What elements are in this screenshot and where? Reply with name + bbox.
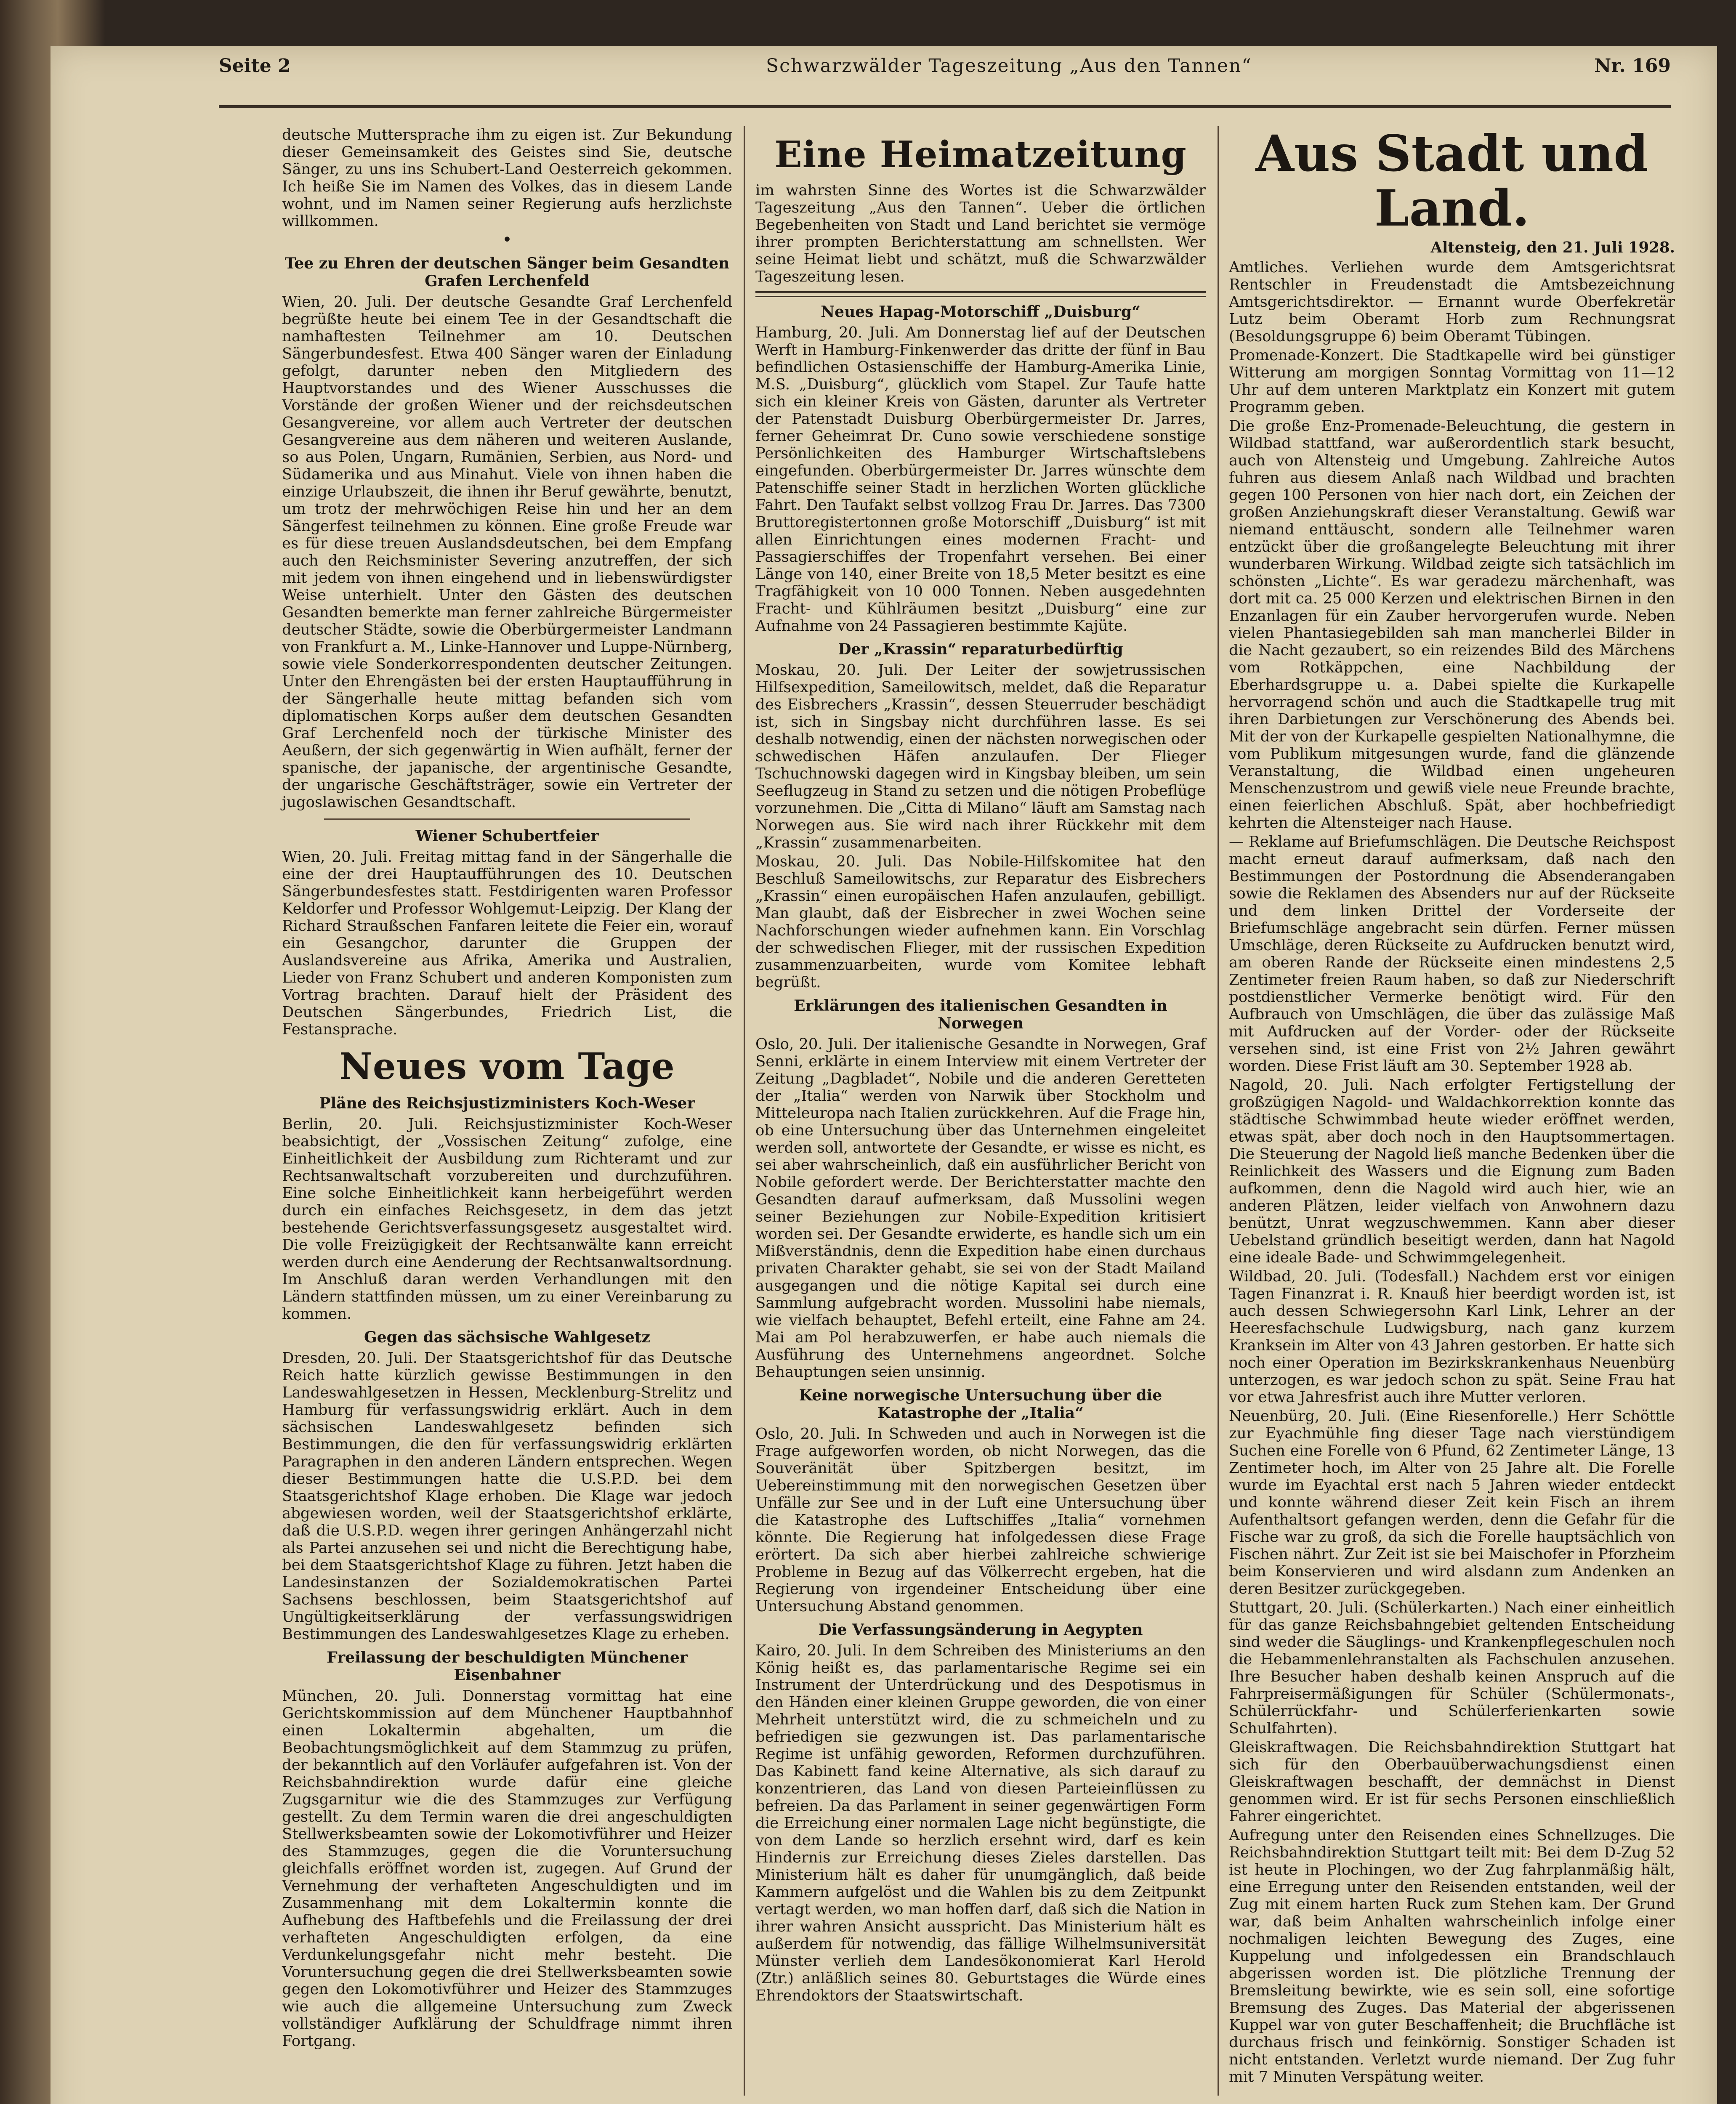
issue-number: Nr. 169 — [1594, 55, 1671, 77]
article-text: Die große Enz-Promenade-Beleuchtung, die gestern in Wildbad stattfand, war außerordentlich stark besucht, auch von Altensteig und Umgebung. Zahlreiche Autos fuhren aus diesem Anlaß nach Wildbad und brachten gegen 100 Personen von hier nach dort, ein Zeichen der großen Anziehungskraft dieser Veranstaltung. Gewiß war niemand enttäuscht, sondern alle Teilnehmer waren entzückt über die großangelegte Beleuchtung mit ihrer wunderbaren Wirkung. Wildbad zeigte sich tatsächlich im schönsten „Lichte“. Es war geradezu märchenhaft, was dort mit ca. 25 000 Kerzen und elektrischen Birnen in den Enzanlagen für ein Zauber hervorgerufen wurde. Neben vielen Phantasiegebilden sah man mancherlei Bilder in die Nacht gezaubert, so ein reizendes Bild des Märchens vom Rotkäppchen, eine Nachbildung der Eberhardsgruppe u. a. Dabei spielte die Kurkapelle hervorragend schön und auch die Stadtkapelle trug mit ihren Darbietungen zur Verschönerung des Abends bei. Mit der von der Kurkapelle gespielten Nationalhymne, die vom Publikum mitgesungen wurde, fand die glänzende Veranstaltung, die Wildbad einen ungeheuren Menschenzustrom und gewiß viele neue Freunde brachte, einen feierlichen Abschluß. Spät, aber hochbefriedigt kehrten die Altensteiger nach Hause. — [1229, 417, 1675, 832]
article-headline: Neues Hapag-Motorschiff „Duisburg“ — [821, 303, 1140, 321]
article-text: Wien, 20. Juli. Der deutsche Gesandte Graf Lerchenfeld begrüßte heute bei einem Tee in der Gesandtschaft die namhaftesten Teilnehmer am 10. Deutschen Sängerbundesfest. Etwa 400 Sänger waren der Einladung gefolgt, darunter neben den Mitgliedern des Hauptvorstandes und des Wiener Ausschusses die Vorstände der großen Wiener und der reichsdeutschen Gesangvereine, vor allem auch Vertreter der deutschen Gesangvereine aus dem näheren und weiteren Auslande, so aus Polen, Ungarn, Rumänien, Serbien, aus Nord- und Südamerika und aus Minahut. Viele von ihnen haben die einzige Urlaubszeit, die ihnen ihr Beruf gewährte, benutzt, um trotz der mehrwöchigen Reise hin und her an dem Sängerfest teilnehmen zu können. Eine große Freude war es für diese treuen Auslandsdeutschen, bei dem Empfang auch den Reichsminister Severing anzutreffen, der sich mit jedem von ihnen eingehend und in liebenswürdigster Weise unterhielt. Unter den Gästen des deutschen Gesandten bemerkte man ferner zahlreiche Bürgermeister deutscher Städte, sowie die Oberbürgermeister Landmann von Frankfurt a. M., Linke-Hannover und Luppe-Nürnberg, sowie viele Sonderkorrespondenten deutscher Zeitungen. Unter den Ehrengästen bei der ersten Hauptaufführung in der Sängerhalle heute mittag befanden sich vom diplomatischen Korps außer dem deutschen Gesandten Graf Lerchenfeld noch der türkische Minister des Aeußern, der sich gegenwärtig in Wien aufhält, ferner der spanische, der japanische, der argentinische Gesandte, der ungarische Geschäftsträger, sowie ein Vertreter der jugoslawischen Gesandtschaft. — [282, 293, 732, 811]
column-3 — [1229, 126, 1675, 2087]
article-text: Gleiskraftwagen. Die Reichsbahndirektion Stuttgart hat sich für den Oberbauüberwachungsdienst einen Gleiskraftwagen beschafft, der demnächst in Dienst genommen wird. Er ist für sechs Personen einschließlich Fahrer eingerichtet. — [1229, 1739, 1675, 1825]
article-text: Wildbad, 20. Juli. (Todesfall.) Nachdem erst vor einigen Tagen Finanzrat i. R. Knauß hier beerdigt worden ist, ist auch dessen Schwiegersohn Karl Link, Lehrer an der Heeresfachschule Ludwigsburg, nach ganz kurzem Kranksein im Alter von 43 Jahren gestorben. Er hatte sich noch einer Operation im Bezirkskrankenhaus Neuenbürg unterzogen, es war jedoch schon zu spät. Seine Frau hat vor etwa Jahresfrist auch ihre Mutter verloren. — [1229, 1268, 1675, 1406]
article-text: Promenade-Konzert. Die Stadtkapelle wird bei günstiger Witterung am morgigen Sonntag Vormittag von 11—12 Uhr auf dem unteren Marktplatz ein Konzert mit gutem Programm geben. — [1229, 347, 1675, 416]
divider — [324, 818, 690, 820]
article-text: Moskau, 20. Juli. Der Leiter der sowjetrussischen Hilfsexpedition, Sameilowitsch, meldet, daß die Reparatur des Eisbrechers „Krassin“, dessen Steuerruder beschädigt ist, sich in Singsbay nicht durchführen lasse. Es sei deshalb notwendig, einen der nächsten norwegischen oder schwedischen Häfen anzulaufen. Der Flieger Tschuchnowski dagegen wird in Kingsbay bleiben, um sein Seeflugzeug in Stand zu setzen und die nötigen Probeflüge vorzunehmen. Die „Citta di Milano“ läuft am Samstag nach Norwegen aus. Sie wird nach ihrer Rückkehr mit dem „Krassin“ zusammenarbeiten. — [755, 661, 1206, 851]
article-headline: Freilassung der beschuldigten Münchener Eisenbahner — [327, 1649, 688, 1684]
article-text: Berlin, 20. Juli. Reichsjustizminister Koch-Weser beabsichtigt, der „Vossischen Zeitung“ zufolge, eine Einheitlichkeit der Ausbildung zum Richteramt und zur Rechtsanwaltschaft vorzubereiten und durchzuführen. Eine solche Einheitlichkeit kann herbeigeführt werden durch ein einfaches Reichsgesetz, in dem das jetzt bestehende Gerichtsverfassungsgesetz ausgestaltet wird. Die volle Freizügigkeit der Rechtsanwälte kann erreicht werden durch eine Aenderung der Rechtsanwaltsordnung. Im Anschluß daran werden Verhandlungen mit den Ländern stattfinden müssen, um zu einer Vereinbarung zu kommen. — [282, 1116, 732, 1323]
article-text: Wien, 20. Juli. Freitag mittag fand in der Sängerhalle die eine der drei Hauptaufführungen des 10. Deutschen Sängerbundesfestes statt. Festdirigenten waren Professor Keldorfer und Professor Wohlgemut-Leipzig. Der Klang der Richard Straußschen Fanfaren leitete die Feier ein, worauf ein Gesangchor, darunter die Gruppen der Auslandsvereine aus Afrika, Amerika und Australien, Lieder von Franz Schubert und anderen Komponisten zum Vortrag brachten. Darauf hielt der Präsident des Deutschen Sängerbundes, Friedrich List, die Festansprache. — [282, 848, 732, 1038]
promo-text: im wahrsten Sinne des Wortes ist die Schwarzwälder Tageszeitung „Aus den Tannen“. Ueber die örtlichen Begebenheiten von Stadt und Land berichtet sie vermöge ihrer prompten Berichterstattung am schnellsten. Wer seine Heimat liebt und schätzt, muß die Schwarzwälder Tageszeitung lesen. — [755, 182, 1206, 285]
article-text: — Reklame auf Briefumschlägen. Die Deutsche Reichspost macht erneut darauf aufmerksam, daß nach den Bestimmungen der Postordnung die Absenderangaben sowie die Reklamen des Absenders nur auf der Rückseite und dem linken Drittel der Vorderseite der Briefumschläge angebracht sein dürfen. Ferner müssen Umschläge, deren Rückseite zu Aufdrucken benutzt wird, am oberen Rande der Rückseite einen mindestens 2,5 Zentimeter freien Raum haben, so daß zur Niederschrift postdienstlicher Vermerke benötigt wird. Für den Aufbrauch von Umschlägen, die über das zulässige Maß mit Aufdrucken auf der Vorder- oder der Rückseite versehen sind, ist eine Frist von 2½ Jahren gewährt worden. Diese Frist läuft am 30. September 1928 ab. — [1229, 833, 1675, 1075]
separator-star: • — [502, 230, 512, 250]
column-1 — [282, 126, 732, 2051]
article-text: Amtliches. Verliehen wurde dem Amtsgerichtsrat Rentschler in Freudenstadt die Amtsbezeichnung Amtsgerichtsdirektor. — Ernannt wurde Oberfekretär Lutz beim Oberamt Horb zum Rechnungsrat (Besoldungsgruppe 6) beim Oberamt Tübingen. — [1229, 259, 1675, 345]
article-headline: Wiener Schubertfeier — [415, 827, 599, 845]
article-text: München, 20. Juli. Donnerstag vormittag hat eine Gerichtskommission auf dem Münchener Hauptbahnhof einen Lokaltermin abgehalten, um die Beobachtungsmöglichkeit auf dem Stammzug zu prüfen, der bekanntlich auf den Vorläufer aufgefahren ist. Von der Reichsbahndirektion wurde dafür eine gleiche Zugsgarnitur wie die des Stammzuges zur Verfügung gestellt. Zu dem Termin waren die drei angeschuldigten Stellwerksbeamten sowie der Lokomotivführer und Heizer des Stammzuges, gegen die die Voruntersuchung gleichfalls eröffnet worden ist, zugegen. Auf Grund der Vernehmung der verhafteten Angeschuldigten und im Zusammenhang mit dem Lokaltermin konnte die Aufhebung des Haftbefehls und die Freilassung der drei verhafteten Angeschuldigten erfolgen, da eine Verdunkelungsgefahr nicht mehr besteht. Die Voruntersuchung gegen die drei Stellwerksbeamten sowie gegen den Lokomotivführer und Heizer des Stammzuges wie auch die allgemeine Untersuchung zum Zweck vollständiger Aufklärung der Schuldfrage nimmt ihren Fortgang. — [282, 1687, 732, 2050]
section-title: Aus Stadt und Land. — [1255, 124, 1648, 237]
article-text: Nagold, 20. Juli. Nach erfolgter Fertigstellung der großzügigen Nagold- und Waldachkorrektion konnte das städtische Schwimmbad heute wieder eröffnet werden, etwas spät, aber doch noch in den Hauptsommertagen. Die Steuerung der Nagold ließ manche Bedenken über die Reinlichkeit des Wassers und die Eignung zum Baden aufkommen, denn die Nagold wird auch hier, wie an anderen Plätzen, leider vielfach von Anwohnern dazu benützt, Unrat wegzuschwemmen. Kann aber dieser Uebelstand gründlich beseitigt werden, dann hat Nagold eine ideale Bade- und Schwimmgelegenheit. — [1229, 1076, 1675, 1266]
article-headline: Erklärungen des italienischen Gesandten in Norwegen — [794, 997, 1167, 1032]
article-headline: Gegen das sächsische Wahlgesetz — [364, 1328, 650, 1346]
newspaper-name: Schwarzwälder Tageszeitung „Aus den Tannen“ — [766, 55, 1252, 77]
article-text: Neuenbürg, 20. Juli. (Eine Riesenforelle.) Herr Schöttle zur Eyachmühle fing dieser Tage nach vierstündigem Suchen eine Forelle von 6 Pfund, 62 Zentimeter Länge, 13 Zentimeter hoch, im Alter von 25 Jahre alt. Die Forelle wurde im Eyachtal erst nach 5 Jahren wieder entdeckt und konnte während dieser Zeit kein Fisch an ihrem Aufenthaltsort gefangen werden, denn die Gefahr für die Fische war zu groß, da sich die Forelle hauptsächlich von Fischen nährt. Zur Zeit ist sie bei Maischofer in Pforzheim beim Konservieren und wird alsdann zum Andenken an deren Besitzer zurückgegeben. — [1229, 1408, 1675, 1597]
promo-title: Eine Heimatzeitung — [774, 133, 1187, 176]
article-text: Aufregung unter den Reisenden eines Schnellzuges. Die Reichsbahndirektion Stuttgart teilt mit: Bei dem D-Zug 52 ist heute in Plochingen, wo der Zug fahrplanmäßig hält, eine Erregung unter den Reisenden entstanden, weil der Zug mit einem harten Ruck zum Stehen kam. Der Grund war, daß beim Anhalten wahrscheinlich infolge einer nochmaligen leichten Bewegung des Zuges, eine Kuppelung und infolgedessen ein Brandschlauch abgerissen worden ist. Die plötzliche Trennung der Bremsleitung bewirkte, wie es sein soll, eine sofortige Bremsung des Zuges. Das Material der abgerissenen Kuppel war von guter Beschaffenheit; die Bruchfläche ist durchaus frisch und feinkörnig. Sonstiger Schaden ist nicht entstanden. Verletzt wurde niemand. Der Zug fuhr mit 7 Minuten Verspätung weiter. — [1229, 1827, 1675, 2085]
article-text: deutsche Muttersprache ihm zu eigen ist. Zur Bekundung dieser Gemeinsamkeit des Geistes sind Sie, deutsche Sänger, zu uns ins Schubert-Land Oesterreich gekommen. Ich heiße Sie im Namen des Volkes, das in diesem Lande wohnt, und im Namen seiner Regierung aufs herzlichste willkommen. — [282, 126, 732, 230]
article-headline: Der „Krassin“ reparaturbedürftig — [838, 640, 1123, 658]
article-text: Oslo, 20. Juli. Der italienische Gesandte in Norwegen, Graf Senni, erklärte in einem Interview mit einem Vertreter der Zeitung „Dagbladet“, Nobile und die anderen Geretteten der „Italia“ werden von Narwik über Stockholm und Mitteleuropa nach Italien zurückkehren. Auf die Frage hin, ob eine Untersuchung über das Unternehmen eingeleitet werden soll, antwortete der Gesandte, er wisse es nicht, es sei aber wahrscheinlich, daß ein ausführlicher Bericht von Nobile gefordert werde. Der Berichterstatter machte den Gesandten darauf aufmerksam, daß Mussolini wegen seiner Beziehungen zur Nobile-Expedition kritisiert worden sei. Der Gesandte erwiderte, es handle sich um ein Mißverständnis, denn die Expedition habe einen durchaus privaten Charakter gehabt, sie sei von der Stadt Mailand ausgegangen und die nötige Kapital sei durch eine Sammlung aufgebracht worden. Mussolini habe niemals, wie vielfach behauptet, Befehl erteilt, eine Fahne am 24. Mai am Pol herabzuwerfen, er habe auch niemals die Ausführung des Unternehmens angeordnet. Solche Behauptungen seien unsinnig. — [755, 1036, 1206, 1381]
column-rule — [1218, 126, 1219, 2096]
article-headline: Pläne des Reichsjustizministers Koch-Weser — [319, 1095, 695, 1112]
page-number: Seite 2 — [219, 55, 291, 77]
article-text: Dresden, 20. Juli. Der Staatsgerichtshof für das Deutsche Reich hatte kürzlich gewisse Bestimmungen in den Landeswahlgesetzen in Hessen, Mecklenburg-Strelitz und Hamburg für verfassungswidrig erklärt. Auch in dem sächsischen Landeswahlgesetz befinden sich Bestimmungen, die den für verfassungswidrig erklärten Paragraphen in den anderen Ländern entsprechen. Wegen dieser Bestimmungen hatte die U.S.P.D. bei dem Staatsgerichtshof Klage erhoben. Die Klage war jedoch abgewiesen worden, weil der Staatsgerichtshof erklärte, daß die U.S.P.D. wegen ihrer geringen Anhängerzahl nicht als Partei anzusehen sei und nicht die Berechtigung habe, bei dem Staatsgerichtshof Klage zu führen. Jetzt haben die Landesinstanzen der Sozialdemokratischen Partei Sachsens beschlossen, beim Staatsgerichtshof auf Ungültigkeitserklärung der verfassungswidrigen Bestimmungen des Landeswahlgesetzes Klage zu erheben. — [282, 1350, 732, 1643]
column-rule — [744, 126, 745, 2096]
article-text: Stuttgart, 20. Juli. (Schülerkarten.) Nach einer einheitlich für das ganze Reichsbahngebiet geltenden Entscheidung sind weder die Säuglings- und Krankenpflegeschulen noch die Hebammenlehranstalten als Fachschulen anzusehen. Ihre Besucher haben deshalb keinen Anspruch auf die Fahrpreisermäßigungen für Schüler (Schülermonats-, Schülerrückfahr- und Schülerferienkarten sowie Schulfahrten). — [1229, 1599, 1675, 1737]
article-headline: Keine norwegische Untersuchung über die Katastrophe der „Italia“ — [799, 1387, 1162, 1422]
article-text: Moskau, 20. Juli. Das Nobile-Hilfskomitee hat den Beschluß Sameilowitschs, zur Reparatur des Eisbrechers „Krassin“ einen europäischen Hafen anzulaufen, gebilligt. Man glaubt, daß der Eisbrecher in zwei Wochen seine Nachforschungen wieder aufnehmen kann. Ein Vorschlag der schwedischen Flieger, mit der russischen Expedition zusammenzuarbeiten, wurde vom Komitee lebhaft begrüßt. — [755, 853, 1206, 991]
article-headline: Die Verfassungsänderung in Aegypten — [818, 1621, 1143, 1639]
section-title: Neues vom Tage — [339, 1045, 675, 1088]
double-rule — [755, 291, 1206, 293]
double-rule — [755, 296, 1206, 297]
column-2 — [755, 126, 1206, 2006]
page-header — [219, 55, 1671, 108]
article-text: Oslo, 20. Juli. In Schweden und auch in Norwegen ist die Frage aufgeworfen worden, ob nicht Norwegen, das die Souveränität über Spitzbergen besitzt, im Uebereinstimmung mit den norwegischen Gesetzen über Unfälle zur See und in der Luft eine Untersuchung über die Katastrophe des Luftschiffes „Italia“ vornehmen könnte. Die Regierung hat infolgedessen diese Frage erörtert. Da sich aber hierbei zahlreiche schwierige Probleme in Bezug auf das Völkerrecht ergeben, hat die Regierung von irgendeiner Entscheidung über eine Untersuchung Abstand genommen. — [755, 1425, 1206, 1615]
dateline: Altensteig, den 21. Juli 1928. — [1430, 239, 1675, 256]
article-text: Hamburg, 20. Juli. Am Donnerstag lief auf der Deutschen Werft in Hamburg-Finkenwerder das dritte der fünf in Bau befindlichen Ostasienschiffe der Hamburg-Amerika Linie, M.S. „Duisburg“, glücklich vom Stapel. Zur Taufe hatte sich ein kleiner Kreis von Gästen, darunter als Vertreter der Patenstadt Duisburg Oberbürgermeister Dr. Jarres, ferner Geheimrat Dr. Cuno sowie verschiedene sonstige Persönlichkeiten des Hamburger Wirtschaftslebens eingefunden. Oberbürgermeister Dr. Jarres wünschte dem Patenschiffe seiner Stadt in herzlichen Worten glückliche Fahrt. Den Taufakt selbst vollzog Frau Dr. Jarres. Das 7300 Bruttoregistertonnen große Motorschiff „Duisburg“ ist mit allen Einrichtungen eines modernen Fracht- und Passagierschiffes der Tropenfahrt versehen. Bei einer Länge von 140, einer Breite von 18,5 Meter besitzt es eine Tragfähigkeit von 10 000 Tonnen. Neben ausgedehnten Fracht- und Kühlräumen besitzt „Duisburg“ eine zur Aufnahme von 24 Passagieren bestimmte Kajüte. — [755, 324, 1206, 635]
article-text: Kairo, 20. Juli. In dem Schreiben des Ministeriums an den König heißt es, das parlamentarische Regime sei ein Instrument der Unterdrückung und des Despotismus in den Händen einer kleinen Gruppe geworden, die von einer Mehrheit unterstützt wird, die zu schmeicheln und zu befriedigen sie gezwungen ist. Das parlamentarische Regime ist unfähig geworden, Reformen durchzuführen. Das Kabinett fand keine Alternative, als sich darauf zu konzentrieren, das Land von diesen Parteieinflüssen zu befreien. Da das Parlament in seiner gegenwärtigen Form die Erreichung einer normalen Lage nicht begünstigte, die von dem Lande so herzlich ersehnt wird, darf es kein Hindernis zur Erreichung dieses Zieles darstellen. Das Ministerium hält es daher für unumgänglich, daß beide Kammern aufgelöst und die Wahlen bis zu dem Zeitpunkt vertagt werden, wo man hoffen darf, daß sich die Nation in ihrer wahren Ansicht ausspricht. Das Ministerium hält es außerdem für notwendig, das fällige Wilhelmsuniversität Münster verlieh dem Landesökonomierat Karl Herold (Ztr.) anläßlich seines 80. Geburtstages die Würde eines Ehrendoktors der Staatswirtschaft. — [755, 1642, 1206, 2004]
article-headline: Tee zu Ehren der deutschen Sänger beim Gesandten Grafen Lerchenfeld — [284, 255, 730, 290]
